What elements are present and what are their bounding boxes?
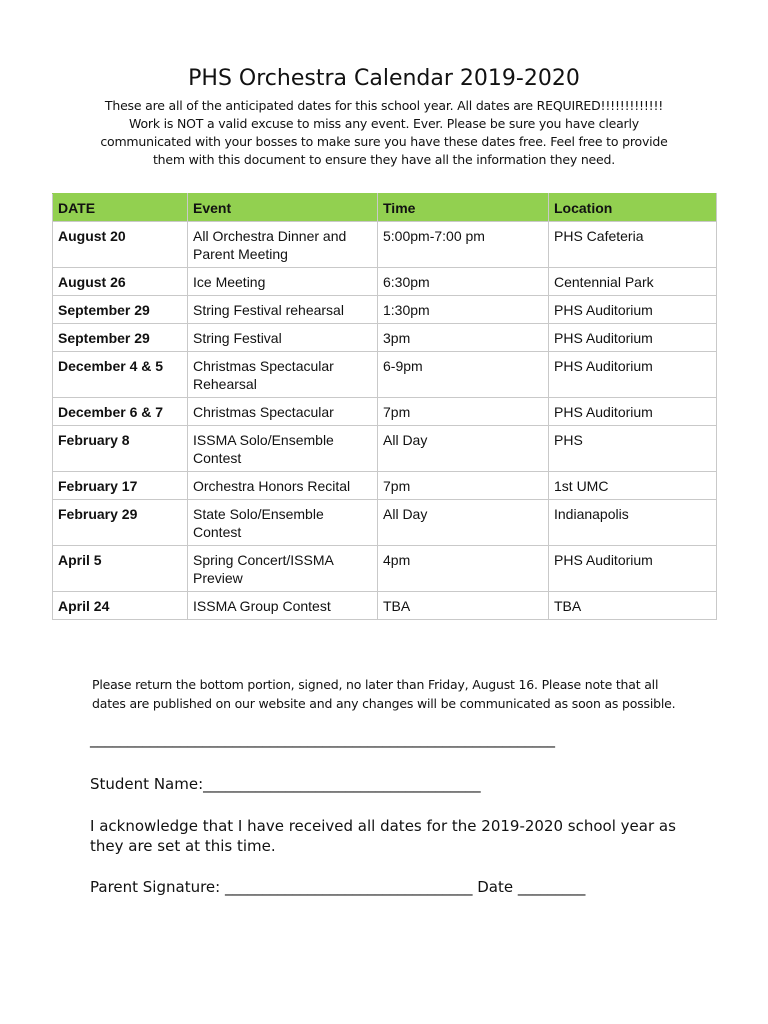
intro-paragraph xyxy=(84,97,684,169)
table-row xyxy=(53,268,717,296)
notice-line: dates are published on our website and any changes will be communicated as soon as possible. xyxy=(92,696,676,711)
intro-line: These are all of the anticipated dates for this school year. All dates are REQUIRED!!!!!!!!!!!!! xyxy=(104,98,664,113)
header-event: Event xyxy=(188,194,378,222)
cell-event: ISSMA Group Contest xyxy=(188,592,378,620)
intro-line: communicated with your bosses to make sure you have these dates free. Feel free to provide xyxy=(100,134,668,149)
cell-location: Indianapolis xyxy=(549,500,717,546)
cell-date: September 29 xyxy=(53,324,188,352)
cell-event: All Orchestra Dinner and Parent Meeting xyxy=(188,222,378,268)
cell-date: April 5 xyxy=(53,546,188,592)
table-row xyxy=(53,426,717,472)
table-row xyxy=(53,546,717,592)
header-date: DATE xyxy=(53,194,188,222)
cell-time: TBA xyxy=(378,592,549,620)
cell-event: State Solo/Ensemble Contest xyxy=(188,500,378,546)
cell-event: String Festival xyxy=(188,324,378,352)
page-title: PHS Orchestra Calendar 2019-2020 xyxy=(188,66,580,91)
table-row xyxy=(53,296,717,324)
cell-date: August 26 xyxy=(53,268,188,296)
cell-location: TBA xyxy=(549,592,717,620)
cell-time: 7pm xyxy=(378,472,549,500)
table-row xyxy=(53,500,717,546)
table-row xyxy=(53,592,717,620)
cell-location: PHS Auditorium xyxy=(549,296,717,324)
cell-event: Orchestra Honors Recital xyxy=(188,472,378,500)
cell-time: All Day xyxy=(378,500,549,546)
cell-location: 1st UMC xyxy=(549,472,717,500)
cell-location: PHS xyxy=(549,426,717,472)
cell-location: PHS Auditorium xyxy=(549,546,717,592)
return-notice xyxy=(92,675,692,713)
cell-event: Spring Concert/ISSMA Preview xyxy=(188,546,378,592)
cell-event: String Festival rehearsal xyxy=(188,296,378,324)
cell-time: 1:30pm xyxy=(378,296,549,324)
ack-line: I acknowledge that I have received all dates for the 2019-2020 school year as xyxy=(90,817,676,835)
cell-event: Christmas Spectacular xyxy=(188,398,378,426)
table-row xyxy=(53,222,717,268)
notice-line: Please return the bottom portion, signed, no later than Friday, August 16. Please note that all xyxy=(92,677,659,692)
cell-time: 6:30pm xyxy=(378,268,549,296)
cell-time: All Day xyxy=(378,426,549,472)
calendar-table xyxy=(52,193,717,620)
ack-line: they are set at this time. xyxy=(90,837,276,855)
intro-line: Work is NOT a valid excuse to miss any event. Ever. Please be sure you have clearly xyxy=(129,116,639,131)
table-header-row xyxy=(53,194,717,222)
cell-location: PHS Auditorium xyxy=(549,398,717,426)
cell-location: PHS Auditorium xyxy=(549,352,717,398)
cut-line: ______________________________________________________________ xyxy=(90,730,555,748)
header-time: Time xyxy=(378,194,549,222)
cell-date: December 4 & 5 xyxy=(53,352,188,398)
acknowledgement-text xyxy=(90,816,690,856)
cell-event: ISSMA Solo/Ensemble Contest xyxy=(188,426,378,472)
cell-event: Christmas Spectacular Rehearsal xyxy=(188,352,378,398)
cell-date: August 20 xyxy=(53,222,188,268)
cell-date: February 29 xyxy=(53,500,188,546)
cell-time: 6-9pm xyxy=(378,352,549,398)
intro-line: them with this document to ensure they have all the information they need. xyxy=(152,152,616,167)
cell-date: September 29 xyxy=(53,296,188,324)
parent-signature-field[interactable]: Parent Signature: _________________________________ Date _________ xyxy=(90,878,586,896)
table-row xyxy=(53,472,717,500)
cell-event: Ice Meeting xyxy=(188,268,378,296)
header-location: Location xyxy=(549,194,717,222)
cell-date: December 6 & 7 xyxy=(53,398,188,426)
cell-time: 4pm xyxy=(378,546,549,592)
table-row xyxy=(53,398,717,426)
cell-location: PHS Auditorium xyxy=(549,324,717,352)
cell-location: Centennial Park xyxy=(549,268,717,296)
table-row xyxy=(53,352,717,398)
cell-time: 3pm xyxy=(378,324,549,352)
cell-date: February 8 xyxy=(53,426,188,472)
cell-location: PHS Cafeteria xyxy=(549,222,717,268)
cell-time: 7pm xyxy=(378,398,549,426)
cell-date: April 24 xyxy=(53,592,188,620)
student-name-field[interactable]: Student Name:_____________________________________ xyxy=(90,775,481,793)
table-row xyxy=(53,324,717,352)
cell-time: 5:00pm-7:00 pm xyxy=(378,222,549,268)
cell-date: February 17 xyxy=(53,472,188,500)
